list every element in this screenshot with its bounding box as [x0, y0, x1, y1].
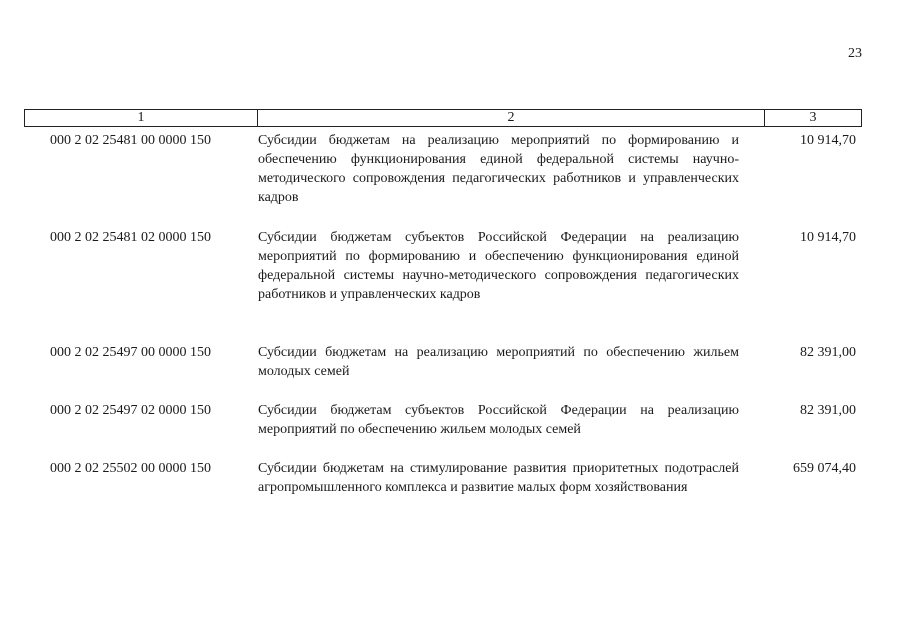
row-amount: 10 914,70 — [800, 133, 856, 148]
budget-code: 000 2 02 25497 00 0000 150 — [50, 345, 211, 360]
row-description: Субсидии бюджетам на стимулирование развития приоритетных подотраслей агропромышленного комплекса и развитие малых форм хозяйствования — [258, 461, 739, 495]
row-amount: 82 391,00 — [800, 345, 856, 360]
row-amount: 82 391,00 — [800, 403, 856, 418]
budget-code: 000 2 02 25481 00 0000 150 — [50, 133, 211, 148]
header-col-2: 2 — [258, 110, 765, 126]
row-amount: 659 074,40 — [793, 461, 856, 476]
budget-code: 000 2 02 25502 00 0000 150 — [50, 461, 211, 476]
budget-code: 000 2 02 25497 02 0000 150 — [50, 403, 211, 418]
table-header — [24, 109, 862, 127]
header-col-3: 3 — [809, 110, 817, 125]
row-amount: 10 914,70 — [800, 230, 856, 245]
row-description: Субсидии бюджетам субъектов Российской Федерации на реализацию мероприятий по обеспечению жильем молодых семей — [258, 403, 739, 437]
budget-code: 000 2 02 25481 02 0000 150 — [50, 230, 211, 245]
row-description: Субсидии бюджетам субъектов Российской Федерации на реализацию мероприятий по формированию и обеспечению функционирования единой федеральной системы научно-методического сопровождения педагогических работников и управленческих кадров — [258, 230, 739, 302]
header-col-1: 1 — [25, 110, 258, 126]
row-description: Субсидии бюджетам на реализацию мероприятий по обеспечению жильем молодых семей — [258, 345, 739, 379]
page-number: 23 — [848, 46, 862, 61]
row-description: Субсидии бюджетам на реализацию мероприятий по формированию и обеспечению функционирования единой федеральной системы научно-методического сопровождения педагогических работников и управленческих кадров — [258, 133, 739, 205]
